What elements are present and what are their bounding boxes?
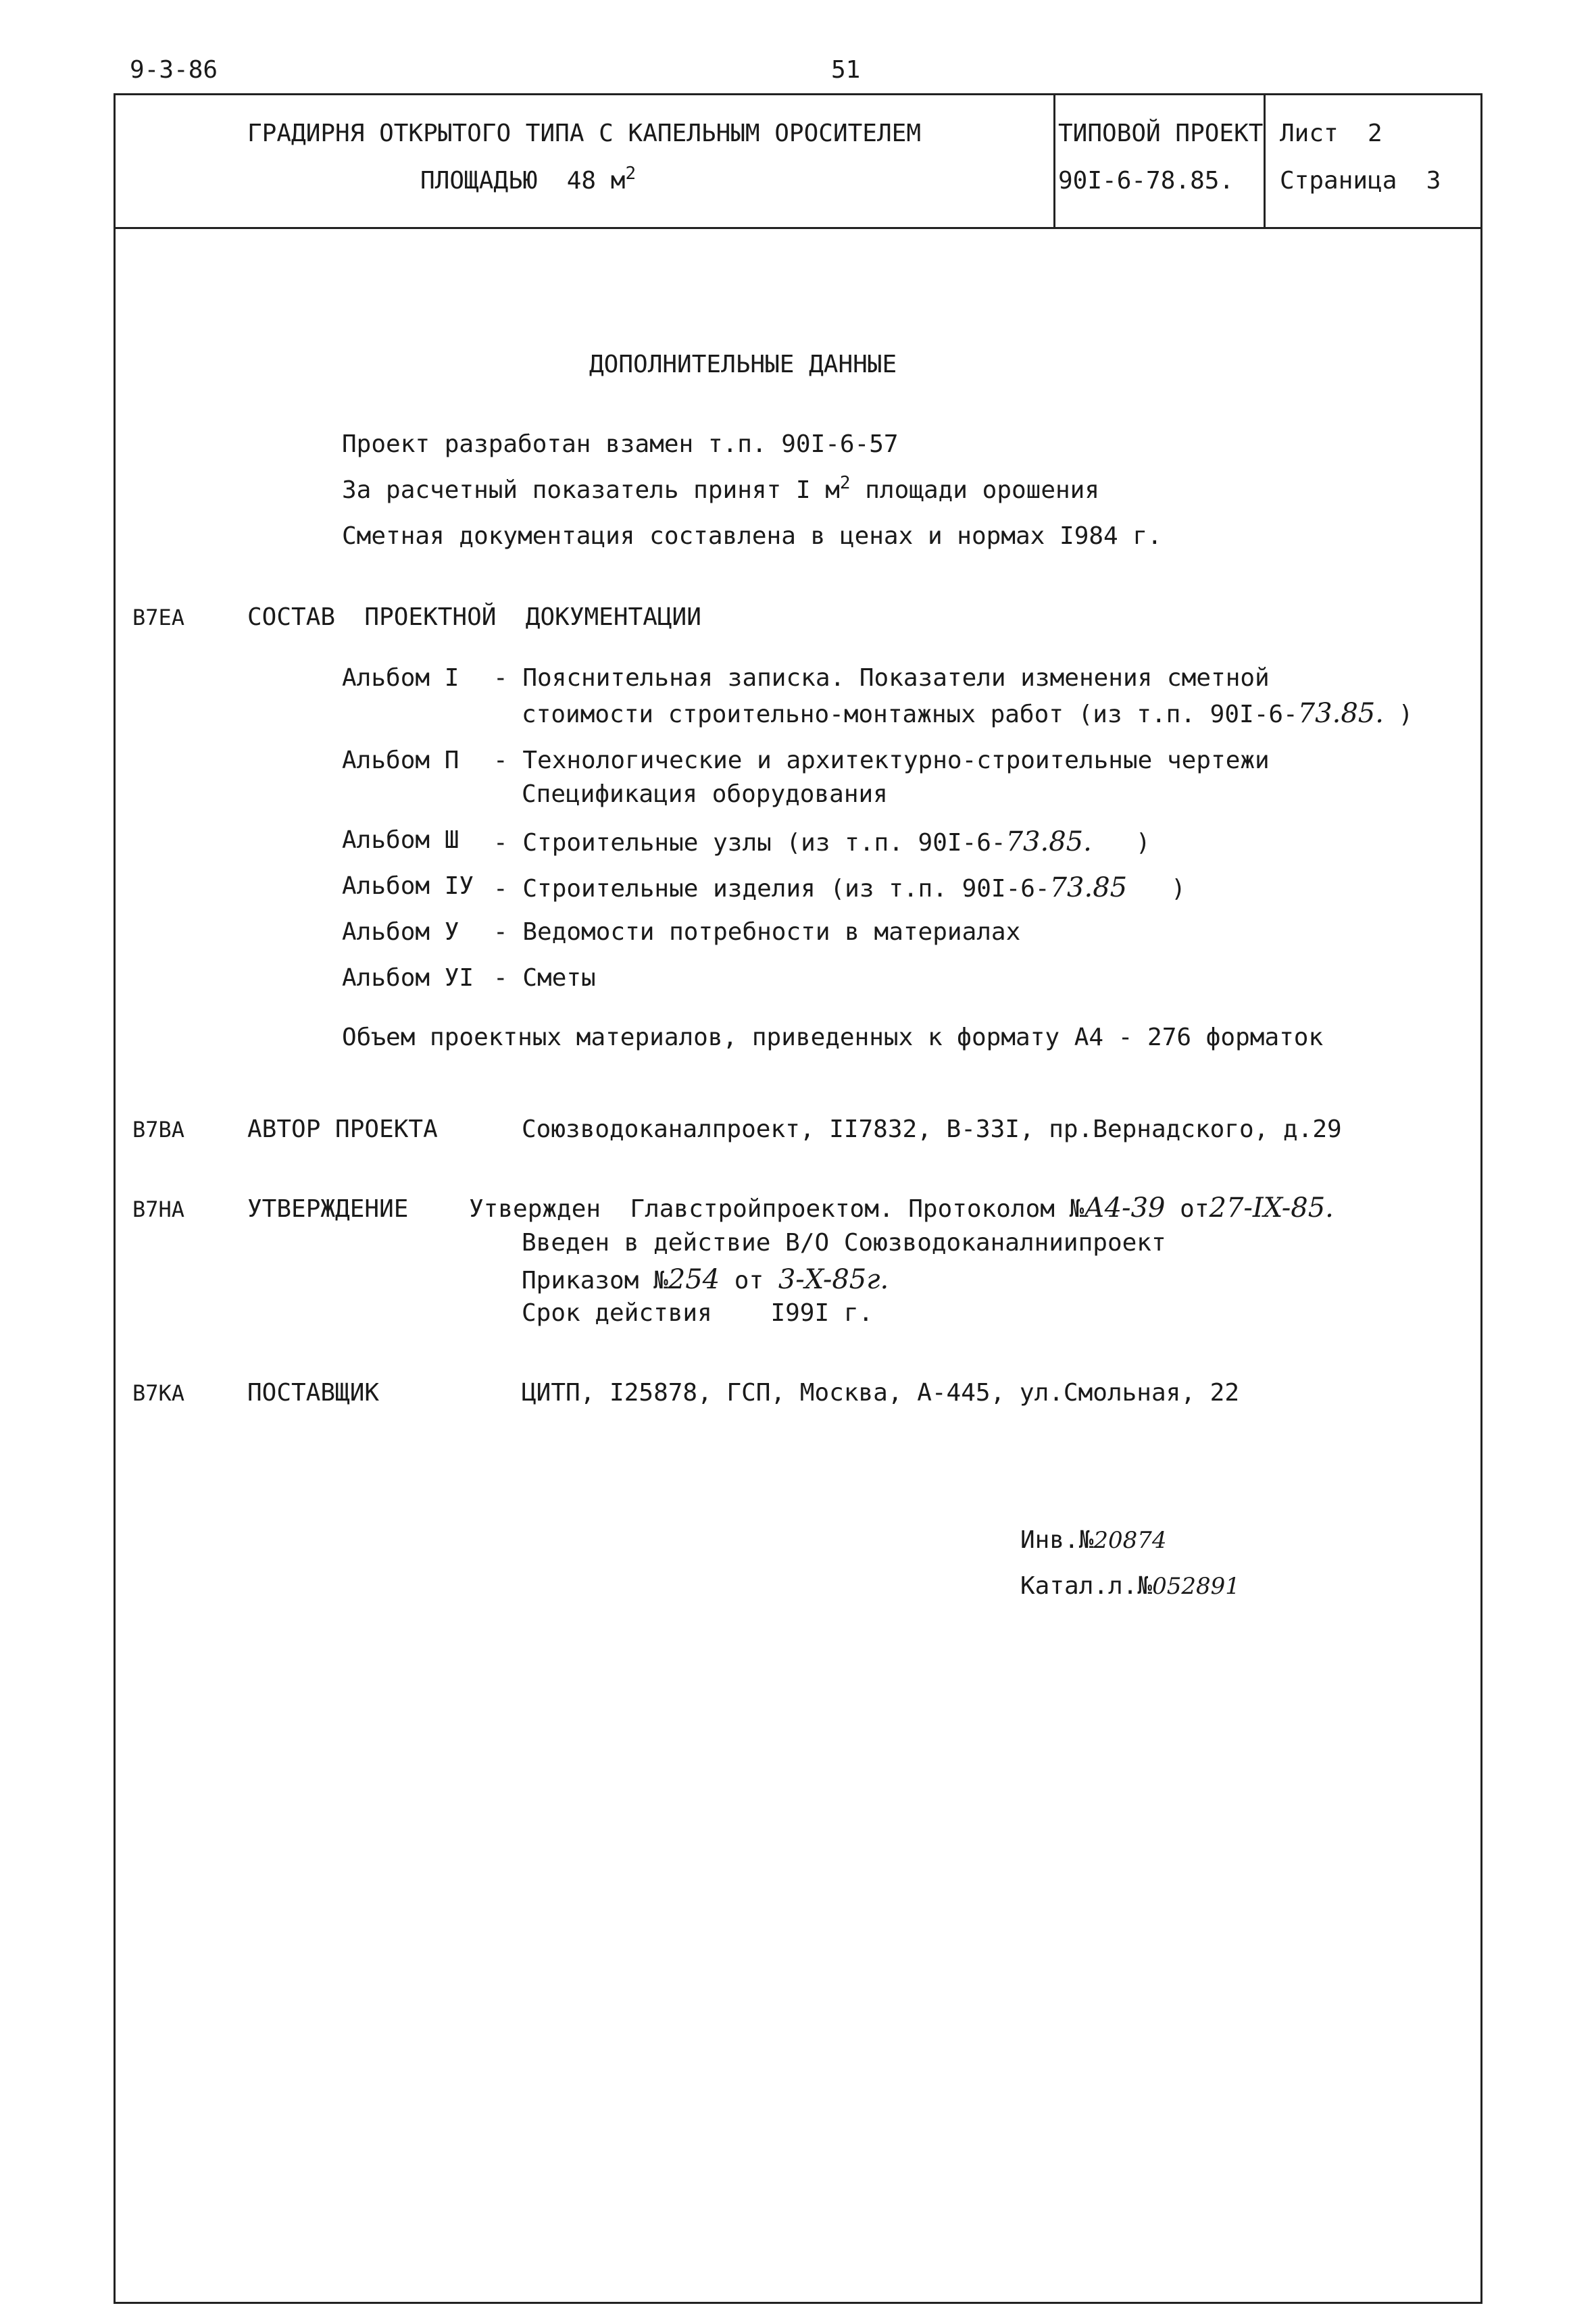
supplier-text: ЦИТП, I25878, ГСП, Москва, А-445, ул.Смольная, 22 <box>522 1379 1240 1407</box>
supplier-code: В7КА <box>132 1380 185 1406</box>
composition-title: СОСТАВ ПРОЕКТНОЙ ДОКУМЕНТАЦИИ <box>247 603 701 631</box>
approval-line-3: Приказом №254 от 3-X-85г. <box>522 1264 889 1295</box>
page-label: Страница 3 <box>1280 167 1441 195</box>
album-label: Альбом П <box>342 747 459 774</box>
header-col-divider-1 <box>1053 93 1055 228</box>
header-title-line1: ГРАДИРНЯ ОТКРЫТОГО ТИПА С КАПЕЛЬНЫМ ОРОСИТЕЛЕМ <box>247 120 921 147</box>
section-heading: ДОПОЛНИТЕЛЬНЫЕ ДАННЫЕ <box>589 351 897 378</box>
intro-line-1: Проект разработан взамен т.п. 90I-6-57 <box>342 430 899 458</box>
album-label: Альбом У <box>342 918 459 946</box>
approval-line-2: Введен в действие В/О Союзводоканалниипроект <box>522 1229 1166 1257</box>
approval-line-1: Утвержден Главстройпроектом. Протоколом №А4-39 от27-IX-85. <box>469 1192 1334 1224</box>
author-text: Союзводоканалпроект, II7832, В-33I, пр.Вернадского, д.29 <box>522 1115 1342 1143</box>
album-label: Альбом IУ <box>342 872 474 900</box>
header-col-divider-2 <box>1264 93 1266 228</box>
album-text: - Строительные изделия (из т.п. 90I-6-73.85 ) <box>493 872 1186 903</box>
album-label: Альбом I <box>342 664 459 692</box>
approval-label: УТВЕРЖДЕНИЕ <box>247 1195 409 1223</box>
album-text: - Строительные узлы (из т.п. 90I-6-73.85. ) <box>493 826 1151 857</box>
album-text: - Ведомости потребности в материалах <box>493 918 1021 946</box>
header-divider <box>114 227 1482 229</box>
sheet-number: Лист 2 <box>1280 120 1382 147</box>
album-text: - Сметы <box>493 964 596 992</box>
album-label: Альбом Ш <box>342 826 459 854</box>
supplier-label: ПОСТАВЩИК <box>247 1379 380 1407</box>
author-label: АВТОР ПРОЕКТА <box>247 1115 438 1143</box>
album-text-cont: стоимости строительно-монтажных работ (из т.п. 90I-6-73.85. ) <box>522 698 1414 729</box>
album-text-cont: Спецификация оборудования <box>522 780 888 808</box>
header-title-line2: ПЛОЩАДЬЮ 48 $м^2$ <box>420 164 637 195</box>
project-number: 90I-6-78.85. <box>1058 167 1235 195</box>
page-number: 51 <box>831 56 861 84</box>
inventory-number: Инв.№20874 <box>1020 1526 1167 1554</box>
album-text: - Пояснительная записка. Показатели изменения сметной <box>493 664 1270 692</box>
album-label: Альбом УI <box>342 964 474 992</box>
document-code: 9-3-86 <box>130 56 218 84</box>
composition-code: В7ЕА <box>132 605 185 630</box>
catalog-number: Катал.л.№052891 <box>1020 1572 1240 1600</box>
volume-line: Объем проектных материалов, приведенных к формату А4 - 276 форматок <box>342 1024 1324 1051</box>
project-label: ТИПОВОЙ ПРОЕКТ <box>1058 120 1264 147</box>
approval-code: В7НА <box>132 1197 185 1222</box>
intro-line-2: За расчетный показатель принят I $м^2$ площади орошения <box>342 473 1100 504</box>
intro-line-3: Сметная документация составлена в ценах и нормах I984 г. <box>342 522 1162 550</box>
approval-line-4: Срок действия I99I г. <box>522 1299 874 1327</box>
album-text: - Технологические и архитектурно-строительные чертежи <box>493 747 1270 774</box>
author-code: В7ВА <box>132 1117 185 1142</box>
